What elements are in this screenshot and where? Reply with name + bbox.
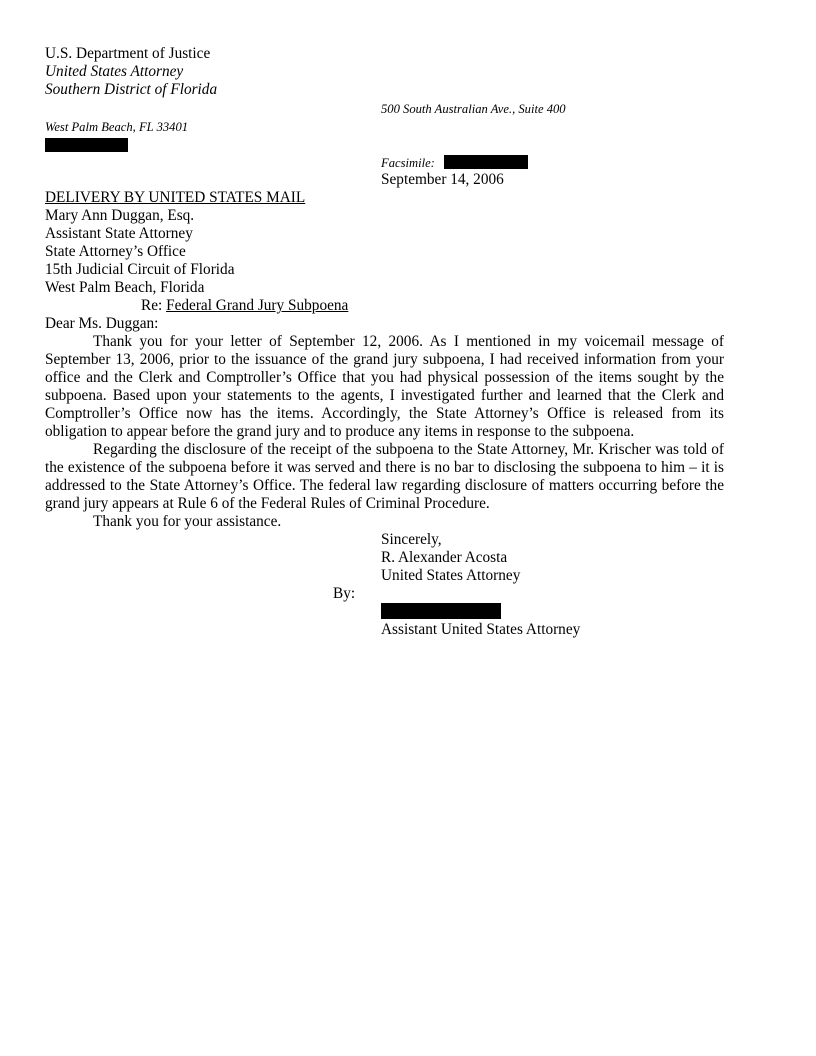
redacted-phone-block — [45, 138, 128, 152]
by-label: By: — [333, 585, 356, 602]
body-paragraph-3: Thank you for your assistance. — [93, 513, 282, 530]
recipient-circuit: 15th Judicial Circuit of Florida — [45, 261, 235, 278]
street-address: 500 South Australian Ave., Suite 400 — [381, 102, 566, 116]
department-name: U.S. Department of Justice — [45, 45, 211, 62]
recipient-city: West Palm Beach, Florida — [45, 279, 205, 296]
delivery-method: DELIVERY BY UNITED STATES MAIL — [45, 189, 306, 206]
facsimile-label: Facsimile: — [381, 156, 435, 170]
office-name: United States Attorney — [45, 63, 184, 80]
body-paragraph-1: Thank you for your letter of September 12, 2006. As I mentioned in my voicemail message of September 13, 2006, prior to the issuance of the grand jury subpoena, I had received information from your office and the Clerk and Comptroller’s Office that you had physical possession of the items sought by the subpoena. Based upon your statements to the agents, I investigated further and learned that the Clerk and Comptroller’s Office now has the items. Accordingly, the State Attorney’s Office is released from its obligation to appear before the grand jury and to produce any items in response to the subpoena. — [45, 333, 724, 440]
body-paragraph-2: Regarding the disclosure of the receipt of the subpoena to the State Attorney, Mr. Krischer was told of the existence of the subpoena before it was served and there is no bar to disclosing the subpoena to him – it is addressed to the State Attorney’s Office. The federal law regarding disclosure of matters occurring before the grand jury appears at Rule 6 of the Federal Rules of Criminal Procedure. — [45, 441, 724, 512]
complimentary-close: Sincerely, — [381, 531, 442, 548]
redacted-signature-block — [381, 603, 501, 619]
recipient-office: State Attorney’s Office — [45, 243, 186, 260]
recipient-title: Assistant State Attorney — [45, 225, 193, 242]
assistant-title: Assistant United States Attorney — [381, 621, 581, 638]
city-state-zip: West Palm Beach, FL 33401 — [45, 120, 189, 134]
salutation: Dear Ms. Duggan: — [45, 315, 159, 332]
district-name: Southern District of Florida — [45, 81, 218, 98]
signer-title: United States Attorney — [381, 567, 521, 584]
re-line — [141, 297, 348, 315]
signer-name: R. Alexander Acosta — [381, 549, 508, 566]
redacted-facsimile-block — [444, 155, 528, 169]
re-label: Re: — [141, 297, 163, 314]
letter-date: September 14, 2006 — [381, 171, 504, 188]
recipient-name: Mary Ann Duggan, Esq. — [45, 207, 195, 224]
re-subject: Federal Grand Jury Subpoena — [166, 297, 349, 314]
